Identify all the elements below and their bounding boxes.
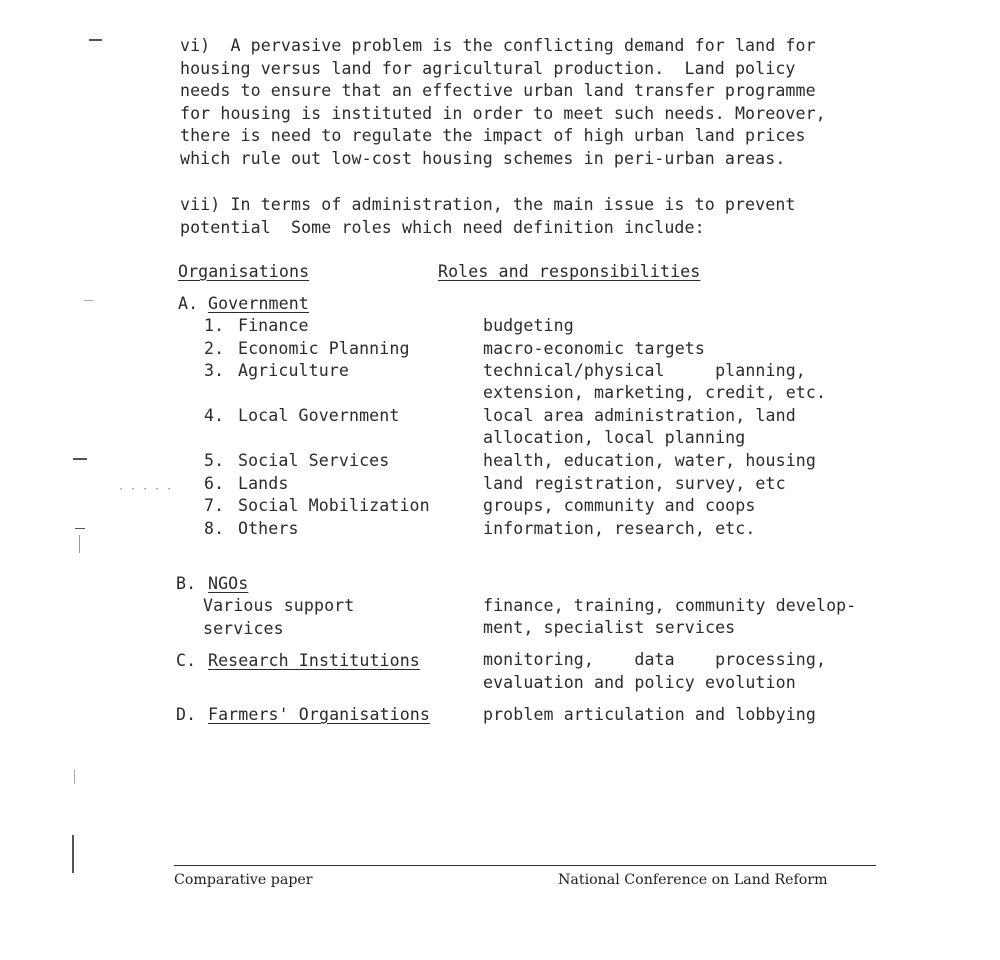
- role-text: macro-economic targets: [483, 339, 705, 358]
- org-name: Agriculture: [238, 361, 349, 380]
- role-text: finance, training, community develop-: [483, 596, 857, 615]
- margin-speck: · · · · ·: [118, 484, 173, 495]
- paragraph-line: housing versus land for agricultural production. Land policy: [180, 58, 796, 78]
- role-text: monitoring, data processing,: [483, 650, 827, 669]
- margin-mark: [75, 528, 85, 529]
- footer-left: Comparative paper: [174, 872, 313, 888]
- margin-mark: [72, 835, 74, 873]
- role-text: groups, community and coops: [483, 496, 756, 515]
- paragraph-line: potential Some roles which need definition include:: [180, 217, 705, 237]
- role-text: evaluation and policy evolution: [483, 673, 796, 692]
- margin-mark: [73, 458, 87, 460]
- section-title-government: Government: [208, 294, 309, 313]
- paragraph-vi: [180, 35, 885, 187]
- paragraph-line: which rule out low-cost housing schemes in peri-urban areas.: [180, 148, 786, 168]
- margin-mark: [89, 39, 102, 41]
- section-title-ngos: NGOs: [208, 574, 249, 593]
- row-number: 6.: [204, 474, 225, 493]
- role-text: extension, marketing, credit, etc.: [483, 383, 827, 402]
- section-letter: A.: [178, 294, 199, 313]
- org-name: services: [203, 619, 284, 638]
- paragraph-line: vi) A pervasive problem is the conflicting demand for land for: [180, 36, 816, 55]
- role-text: land registration, survey, etc: [483, 474, 786, 493]
- row-number: 3.: [204, 361, 225, 380]
- row-number: 8.: [204, 519, 225, 538]
- org-name: Economic Planning: [238, 339, 410, 358]
- org-name: Local Government: [238, 406, 400, 425]
- role-text: information, research, etc.: [483, 519, 756, 538]
- row-number: 4.: [204, 406, 225, 425]
- footer-rule: [174, 865, 876, 866]
- org-name: Lands: [238, 474, 289, 493]
- paragraph-line: vii) In terms of administration, the main issue is to prevent: [180, 195, 796, 214]
- paragraph-line: there is need to regulate the impact of high urban land prices: [180, 126, 806, 145]
- margin-mark: [74, 770, 75, 784]
- role-text: ment, specialist services: [483, 618, 736, 637]
- role-text: local area administration, land: [483, 406, 796, 425]
- org-name: Social Services: [238, 451, 390, 470]
- org-name: Various support: [203, 596, 355, 615]
- section-letter: D.: [176, 705, 197, 724]
- row-number: 7.: [204, 496, 225, 515]
- section-letter: B.: [176, 574, 197, 593]
- row-number: 5.: [204, 451, 225, 470]
- margin-mark: [84, 300, 93, 301]
- section-title-farmers: Farmers' Organisations: [208, 705, 430, 724]
- org-name: Finance: [238, 316, 309, 335]
- role-text: allocation, local planning: [483, 428, 746, 447]
- section-title-research: Research Institutions: [208, 651, 420, 670]
- role-text: budgeting: [483, 316, 574, 335]
- row-number: 2.: [204, 339, 225, 358]
- column-header-organisations: Organisations: [178, 262, 310, 281]
- role-text: health, education, water, housing: [483, 451, 816, 470]
- margin-mark: [79, 535, 80, 553]
- role-text: problem articulation and lobbying: [483, 705, 816, 724]
- org-name: Social Mobilization: [238, 496, 430, 515]
- footer-right: National Conference on Land Reform: [558, 872, 828, 888]
- section-letter: C.: [176, 651, 197, 670]
- paragraph-line: for housing is instituted in order to meet such needs. Moreover,: [180, 103, 826, 123]
- org-name: Others: [238, 519, 299, 538]
- role-text: technical/physical planning,: [483, 361, 806, 380]
- row-number: 1.: [204, 316, 225, 335]
- paragraph-line: needs to ensure that an effective urban land transfer programme: [180, 81, 816, 100]
- column-header-roles: Roles and responsibilities: [438, 262, 701, 281]
- paragraph-vii: [180, 194, 885, 270]
